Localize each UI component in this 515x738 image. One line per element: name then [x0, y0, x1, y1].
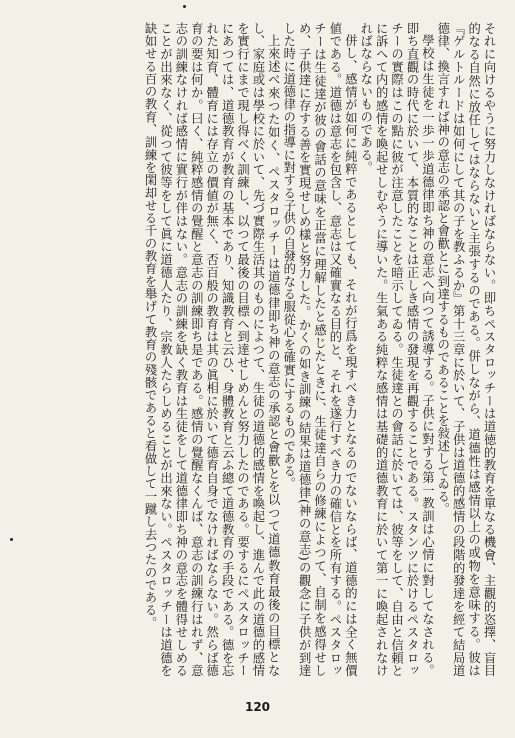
print-speck	[10, 538, 13, 541]
paragraph: 併し、感情が如何に純粹であるとしても、それが行爲を現すべき力となるのでないならば、道德的には全く無價値である。道德は意志を包含し、意志は又確實なる目的と、それを遂行すべき力の確信とを所有する。ペスタロッチーは生徒達が彼の會話の意味を正當に理解したと感じたときに、生徒達自らの修練によつて、自制を感得せしめ、子供達に存する善を實現せしめ樣と努力した。かくの如き訓練の結果は道德律(神の意志)の觀念に子供が到達した時に道德律の指導に對する子供の自發的なる服從心を確實にするものである。	[281, 22, 358, 677]
paragraph: それに向けるやうに努力しなければならない。即ちペスタロッチーは道徳的教育を單なる機會、主觀的恣擇、盲目的なる自然に放任してはならないと主張するのである。併しながら、道德性は感情以上の或物を意味する。彼は『ゲルトルードは如何にして其の子を教ふるか』第十三章に於いて、子供は道德的感情の段階的發達を經て結局道德律、換言すれば神の意志の承認と會歡とに到達するものであることを敍述してゐる。	[435, 22, 496, 677]
vertical-text-body	[26, 22, 496, 677]
paragraph: 上來述べ來つた如く、ペスタロッチーは道德律即ち神の意志の承認と會歡とを以つて道德教育最後の目標となし、家庭或は學校に於いて、先づ實際生活其のものによつて、生徒の道德的感情を喚起し、進んで此の道德的感情を實行にまで現し得べく訓練し、以つて最後の目標へ到達せしめんと努力したのである。要するにペスタロッチーにあつては、道德教育が教育の基本であり、知識教育と云ひ、身體教育と云ふ總て道德教育の手段である。德を忘れた知育、體育には存立の價値が無く、否百般の教育は其の眞相に於いて德育自身でなければならない。然らば德育の要は何か。曰く、純粹感情の覺醒と意志の訓練即ち是である。感情の覺醒なくんば、意志の訓練行はれず、意志の訓練なければ感情に實行が伴はない。意志の訓練を缺く教育は生徒をして道德律即ち神の意志を體得せしめることが出來なく、從つて彼等をして眞に道德人たり、宗教人たらしめることが出來ない。ペスタロッチーは道德を缺如せる百の教育、訓練を閑却せる千の教育を舉げて教育の殘骸であると看做して一蹴し去つたのである。	[143, 22, 281, 677]
paragraph: 學校は生徒を一歩一歩道德律即ち神の意志へ向つて誘導する。子供に對する第一教訓は心情に對してなされる。即ち直觀の時代に於いて、本質的なことは正しき感情の發現を再觀することである。スタンツに於けるペスタロッチーの實際はこの點に彼が注意したことを暗示してゐる。生徒達との會話に於いては、彼等をして、自由と信頼とに訴へて内的感情を喚起せしむやうに導いた。生氣ある純粹な感情は基礎的道德教育に於いて第一に喚起されなければならないものである。	[358, 22, 435, 677]
print-speck	[183, 5, 186, 8]
page-number: 120	[244, 700, 271, 714]
